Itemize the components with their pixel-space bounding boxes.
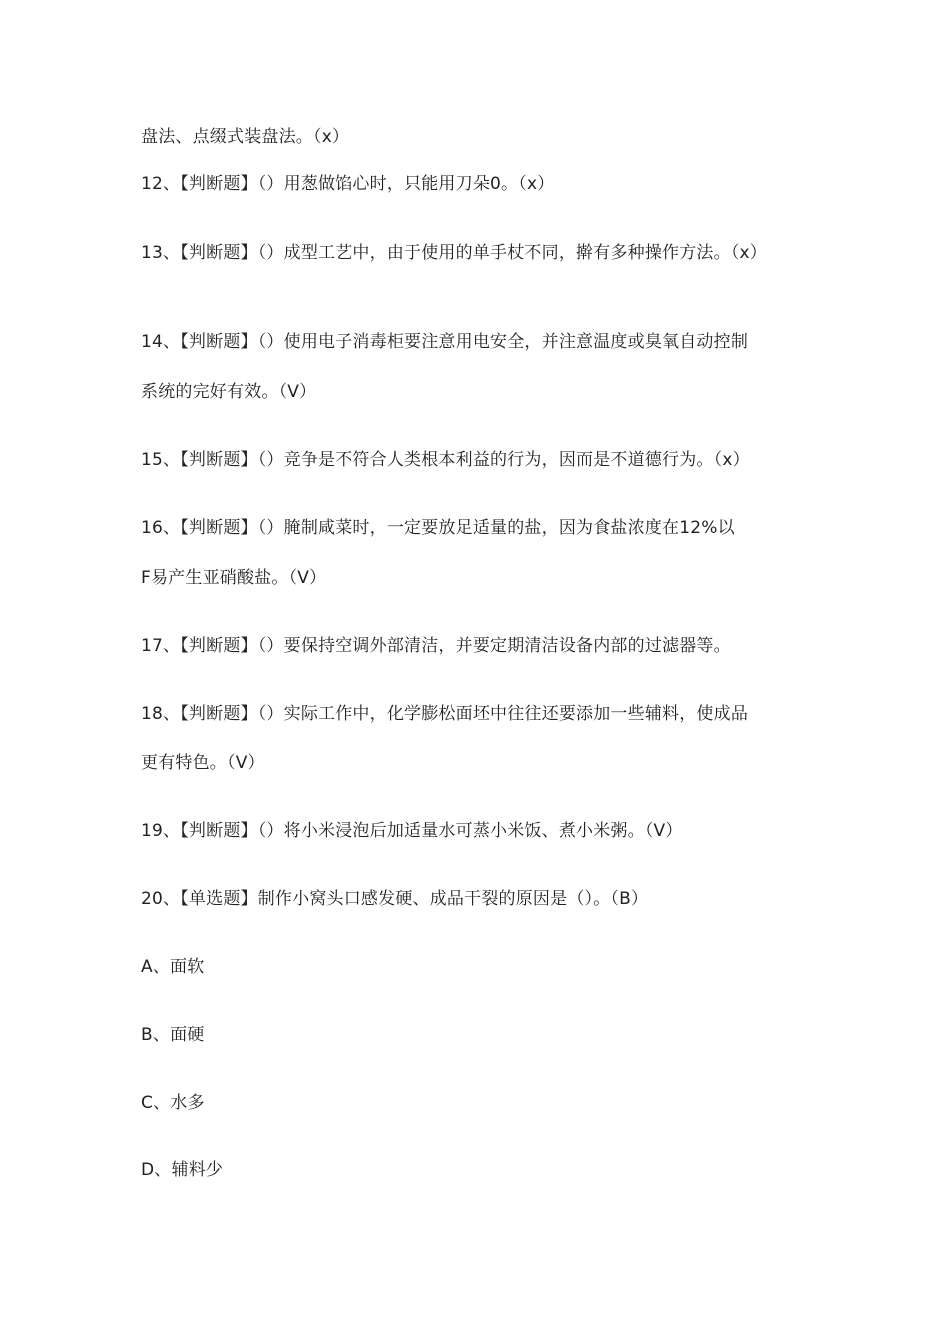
question-12: 12、【判断题】（）用葱做馅心时，只能用刀朵0。（x） [141, 174, 555, 194]
question-18-line-1: 18、【判断题】（）实际工作中，化学膨松面坯中往往还要添加一些辅料，使成品 [141, 704, 749, 724]
question-18-line-2: 更有特色。（V） [141, 753, 265, 773]
question-15: 15、【判断题】（）竞争是不符合人类根本利益的行为，因而是不道德行为。（x） [141, 450, 750, 470]
question-14-line-1: 14、【判断题】（）使用电子消毒柜要注意用电安全，并注意温度或臭氧自动控制 [141, 332, 749, 352]
text-line-continuation: 盘法、点缀式装盘法。（x） [141, 127, 350, 147]
question-20: 20、【单选题】制作小窝头口感发硬、成品干裂的原因是（）。（B） [141, 889, 649, 909]
option-a: A、面软 [141, 957, 205, 977]
option-c: C、水多 [141, 1093, 205, 1113]
question-19: 19、【判断题】（）将小米浸泡后加适量水可蒸小米饭、煮小米粥。（V） [141, 821, 683, 841]
question-14-line-2: 系统的完好有效。（V） [141, 382, 317, 402]
option-d: D、辅料少 [141, 1160, 224, 1180]
option-b: B、面硬 [141, 1025, 205, 1045]
question-13: 13、【判断题】（）成型工艺中，由于使用的单手杖不同，擀有多种操作方法。（x） [141, 243, 767, 263]
question-17: 17、【判断题】（）要保持空调外部清洁，并要定期清洁设备内部的过滤器等。 [141, 636, 731, 656]
question-16-line-2: F易产生亚硝酸盐。（V） [141, 568, 327, 588]
question-16-line-1: 16、【判断题】（）腌制咸菜时，一定要放足适量的盐，因为食盐浓度在12%以 [141, 518, 735, 538]
